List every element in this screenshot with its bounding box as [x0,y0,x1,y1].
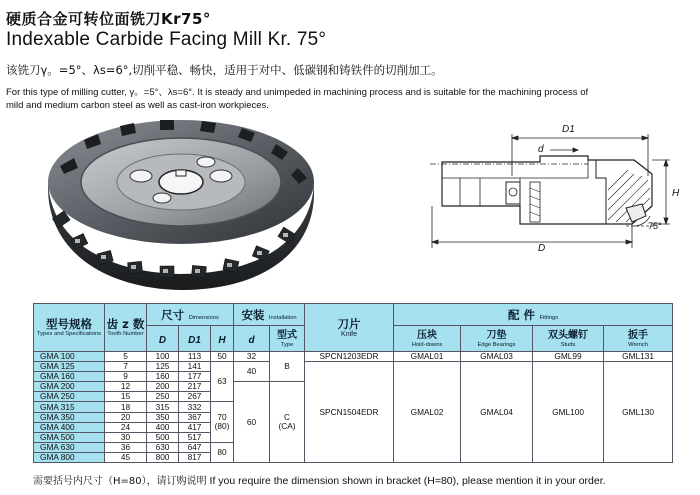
cell-spec: GMA 100 [34,352,105,362]
header-edge-bearings: 刀垫 Edge Bearings [461,326,533,352]
cell-D1: 113 [179,352,211,362]
cell-D1: 177 [179,372,211,382]
cell-type: B [270,352,305,382]
cell-spec: GMA 160 [34,372,105,382]
cell-D1: 817 [179,452,211,462]
cell-d: 32 [234,352,270,362]
cell-D: 250 [147,392,179,402]
label-D: D [538,243,546,254]
cell-teeth: 5 [105,352,147,362]
technical-drawing [420,116,682,256]
header-spec: 型号规格 Types and Specifications [34,304,105,352]
cell-D: 350 [147,412,179,422]
header-d: d [234,326,270,352]
header-hold-downs: 压块 Hold-downs [394,326,461,352]
cell-teeth: 7 [105,362,147,372]
cell-D: 630 [147,442,179,452]
label-D1: D1 [562,124,575,135]
cell-knife: SPCN1203EDR [305,352,394,362]
cell-D: 500 [147,432,179,442]
type-c-label: C [284,412,291,423]
product-photo [40,118,322,296]
h-80-bracket-label: (80) [214,421,230,432]
footnote [33,472,606,487]
cell-hold: GMAL02 [394,362,461,463]
cell-spec: GMA 800 [34,452,105,462]
cell-spec: GMA 250 [34,392,105,402]
type-ca-label: (CA) [278,421,296,432]
cell-spec: GMA 350 [34,412,105,422]
cell-d: 60 [234,382,270,463]
header-type: 型式 Type [270,326,305,352]
cell-D1: 217 [179,382,211,392]
cell-knife: SPCN1504EDR [305,362,394,463]
spec-table [33,303,673,463]
label-H: H [672,188,680,199]
header-teeth: 齿 z 数 Tooth Number [105,304,147,352]
cell-H [211,402,234,442]
header-dimensions: 尺寸 Dimensions [147,304,234,326]
header-D1: D1 [179,326,211,352]
description-cn: 该铣刀γ。=5°、λs=6°,切削平稳、畅快，适用于对中、低碳钢和铸铁件的切削加工。 [6,63,443,77]
cell-teeth: 36 [105,442,147,452]
cell-D: 100 [147,352,179,362]
title-en: Indexable Carbide Facing Mill Kr. 75° [6,29,327,50]
cell-H: 50 [211,352,234,362]
table-row [34,362,673,372]
cell-D1: 417 [179,422,211,432]
cell-teeth: 12 [105,382,147,392]
cell-spec: GMA 200 [34,382,105,392]
header-installation: 安装 Installation [234,304,305,326]
cell-d: 40 [234,362,270,382]
cell-teeth: 45 [105,452,147,462]
cell-D1: 647 [179,442,211,452]
cell-type [270,382,305,463]
cell-spec: GMA 315 [34,402,105,412]
cell-teeth: 24 [105,422,147,432]
cell-D1: 267 [179,392,211,402]
cell-studs: GML100 [533,362,604,463]
cell-spec: GMA 125 [34,362,105,372]
cell-teeth: 18 [105,402,147,412]
cell-spec: GMA 500 [34,432,105,442]
cell-wrench: GML130 [604,362,673,463]
h-70-label: 70 [217,412,227,423]
label-d: d [538,144,544,155]
cell-edge: GMAL04 [461,362,533,463]
description-en: For this type of milling cutter, γ。=5°、λs=6°. It is steady and unimpeded in machining process and is suitable for the machining process of mild and medium carbon steel as well as cast-iron workpieces. [6,87,589,111]
cell-D: 800 [147,452,179,462]
cell-studs: GML99 [533,352,604,362]
cell-spec: GMA 400 [34,422,105,432]
header-knife: 刀片 Knife [305,304,394,352]
cell-D1: 517 [179,432,211,442]
footnote-cn: 需要括号内尺寸（H=80），请订购说明 [33,476,207,487]
cell-D1: 141 [179,362,211,372]
cell-H: 63 [211,362,234,402]
cell-teeth: 30 [105,432,147,442]
header-studs: 双头螺钉 Studs [533,326,604,352]
cell-teeth: 20 [105,412,147,422]
cell-D: 400 [147,422,179,432]
cell-D1: 332 [179,402,211,412]
cell-H: 80 [211,442,234,462]
footnote-en: If you require the dimension shown in bracket (H=80), please mention it in your order. [209,475,606,487]
title-cn: 硬质合金可转位面铣刀Kr75° [6,10,211,28]
label-angle: 75° [648,221,662,231]
cell-edge: GMAL03 [461,352,533,362]
cell-hold: GMAL01 [394,352,461,362]
header-H: H [211,326,234,352]
table-row [34,352,673,362]
header-D: D [147,326,179,352]
cell-D: 315 [147,402,179,412]
cell-D: 200 [147,382,179,392]
cell-teeth: 9 [105,372,147,382]
header-wrench: 扳手 Wrench [604,326,673,352]
cell-D1: 367 [179,412,211,422]
cell-D: 125 [147,362,179,372]
cell-spec: GMA 630 [34,442,105,452]
cell-D: 160 [147,372,179,382]
cell-wrench: GML131 [604,352,673,362]
header-fittings: 配 件 Fittings [394,304,673,326]
cell-teeth: 15 [105,392,147,402]
